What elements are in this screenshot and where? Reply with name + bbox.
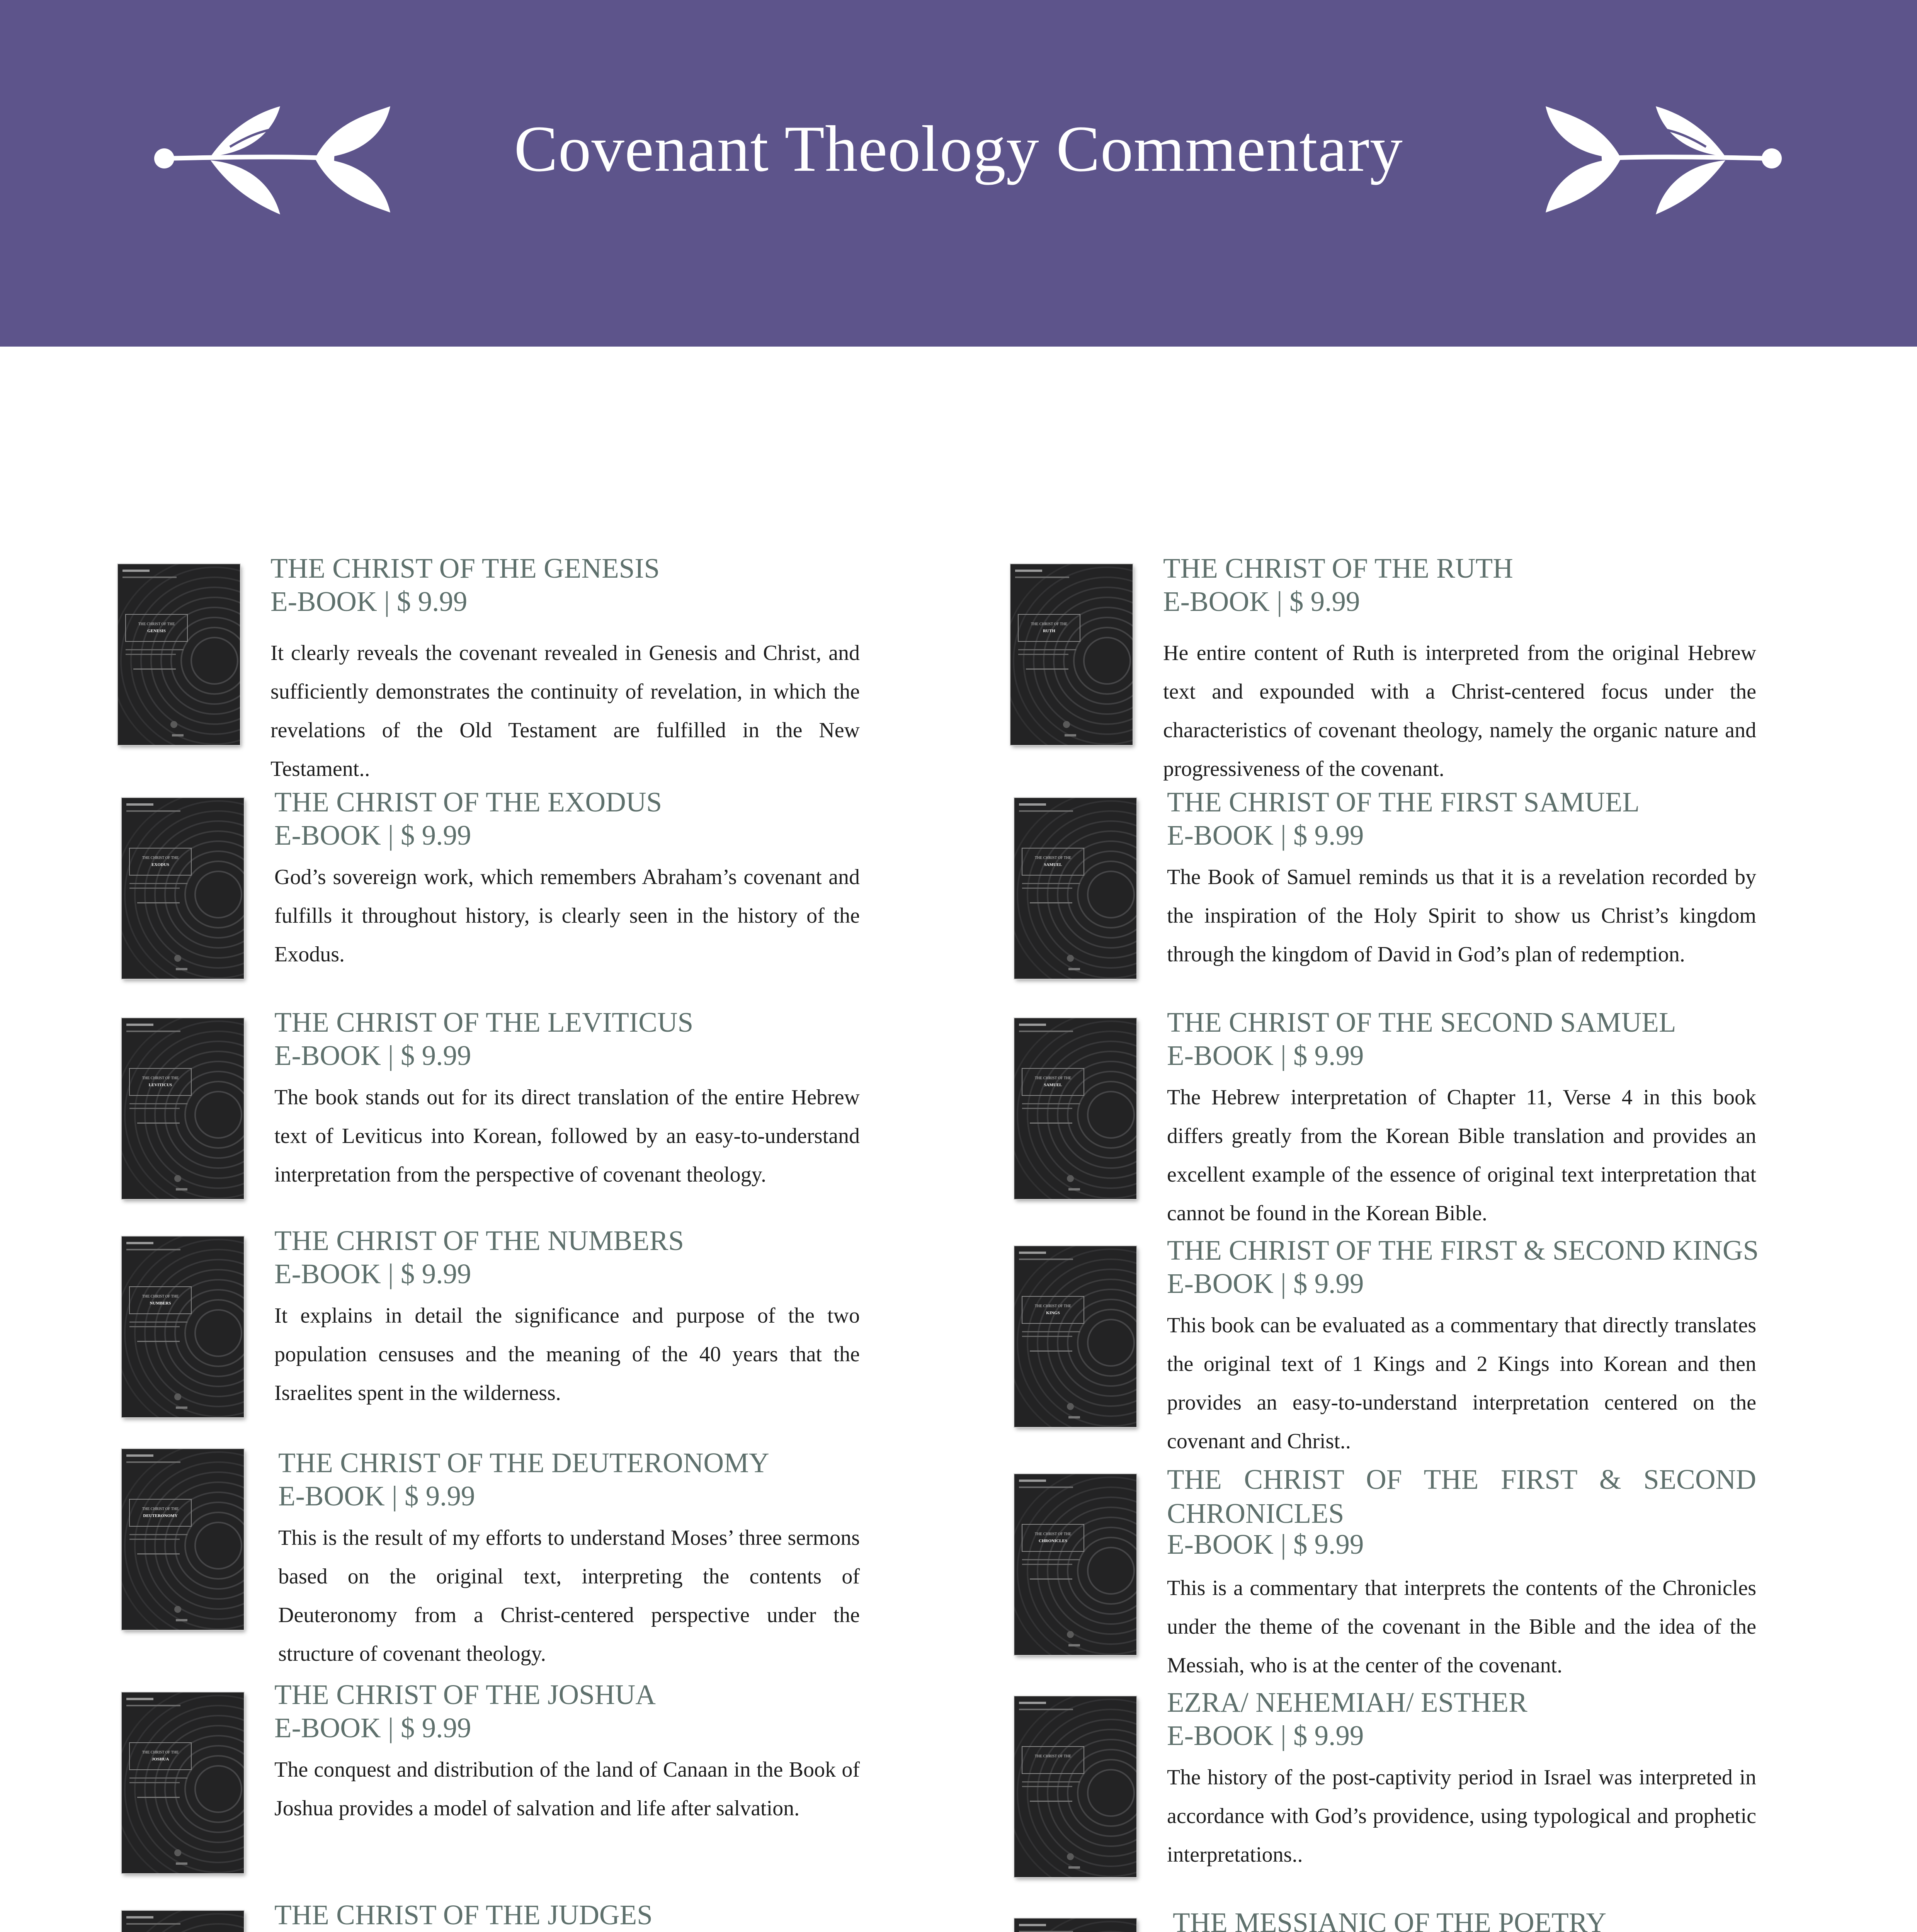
book-price: E-BOOK | $ 9.99 — [1163, 586, 1360, 617]
book-description: The conquest and distribution of the land of Canaan in the Book of Joshua provides a model of salvation and life after salvation. — [274, 1758, 860, 1820]
book-cover-image[interactable] — [122, 1911, 244, 1932]
book-title[interactable]: THE CHRIST OF THE NUMBERS — [274, 1225, 684, 1256]
svg-text:SAMUEL: SAMUEL — [1044, 1083, 1062, 1087]
book-cover-image[interactable] — [1014, 1018, 1136, 1199]
book-price: E-BOOK | $ 9.99 — [1167, 1720, 1364, 1751]
svg-text:THE CHRIST OF THE: THE CHRIST OF THE — [138, 622, 175, 626]
book-cover-image[interactable] — [1014, 1474, 1136, 1655]
book-description: This book can be evaluated as a commentary that directly translates the original text of 1 Kings and 2 Kings into Korean and then provides an easy-to-understand interpretation centered on the covenant and Christ.. — [1167, 1313, 1756, 1453]
book-description: He entire content of Ruth is interpreted from the original Hebrew text and expounded with a Christ-centered focus under the characteristics of covenant theology, namely the organic nature and progressiveness of the covenant. — [1163, 641, 1756, 781]
svg-text:EXODUS: EXODUS — [151, 862, 169, 867]
book-cover-image[interactable] — [122, 1236, 244, 1417]
book-description: The history of the post-captivity period in Israel was interpreted in accordance with God’s providence, using typological and prophetic interpretations.. — [1167, 1765, 1756, 1867]
book-title[interactable]: EZRA/ NEHEMIAH/ ESTHER — [1167, 1687, 1527, 1718]
svg-text:THE CHRIST OF THE: THE CHRIST OF THE — [142, 1294, 179, 1299]
book-title[interactable]: THE MESSIANIC OF THE POETRY — [1173, 1907, 1607, 1932]
book-description: It clearly reveals the covenant revealed in Genesis and Christ, and sufficiently demonstrates the continuity of revelation, in which the revelations of the Old Testament are fulfilled in the New Testament.. — [270, 641, 860, 781]
floral-sprig-icon — [1544, 99, 1783, 222]
book-cover-image[interactable] — [1014, 798, 1136, 979]
book-cover-image[interactable] — [1010, 564, 1133, 745]
book-description: This is the result of my efforts to understand Moses’ three sermons based on the original text, interpreting the contents of Deuteronomy from a Christ-centered perspective under the structure of covenant theology. — [278, 1526, 860, 1666]
book-title[interactable]: THE CHRIST OF THE GENESIS — [270, 553, 660, 584]
svg-text:THE CHRIST OF THE: THE CHRIST OF THE — [1034, 1754, 1072, 1759]
book-title[interactable]: THE CHRIST OF THE DEUTERONOMY — [278, 1447, 769, 1478]
book-price: E-BOOK | $ 9.99 — [1167, 820, 1364, 851]
svg-text:KINGS: KINGS — [1046, 1311, 1060, 1315]
book-title[interactable]: THE CHRIST OF THE SECOND SAMUEL — [1167, 1007, 1676, 1038]
book-price: E-BOOK | $ 9.99 — [270, 586, 468, 617]
svg-text:THE CHRIST OF THE: THE CHRIST OF THE — [1034, 1076, 1072, 1080]
book-description: God’s sovereign work, which remembers Abraham’s covenant and fulfills it throughout history, is clearly seen in the history of the Exodus. — [274, 865, 860, 966]
book-description: The Hebrew interpretation of Chapter 11, Verse 4 in this book differs greatly from the Korean Bible translation and provides an excellent example of the essence of original text interpretation that cannot be found in the Korean Bible. — [1167, 1085, 1756, 1225]
book-price: E-BOOK | $ 9.99 — [1167, 1529, 1364, 1560]
book-price: E-BOOK | $ 9.99 — [278, 1480, 475, 1512]
book-description: This is a commentary that interprets the contents of the Chronicles under the theme of the covenant in the Bible and the idea of the Messiah, who is at the center of the covenant. — [1167, 1576, 1756, 1677]
book-price: E-BOOK | $ 9.99 — [1167, 1040, 1364, 1071]
book-title[interactable]: THE CHRIST OF THE FIRST SAMUEL — [1167, 786, 1640, 818]
book-title[interactable]: THE CHRIST OF THE RUTH — [1163, 553, 1513, 584]
book-title[interactable]: THE CHRIST OF THE JUDGES — [274, 1899, 653, 1930]
svg-text:THE CHRIST OF THE: THE CHRIST OF THE — [1034, 1532, 1072, 1536]
book-price: E-BOOK | $ 9.99 — [274, 1712, 471, 1743]
book-cover-image[interactable] — [122, 798, 244, 979]
svg-text:THE CHRIST OF THE: THE CHRIST OF THE — [142, 1750, 179, 1755]
svg-text:CHRONICLES: CHRONICLES — [1039, 1539, 1067, 1543]
book-title[interactable]: THE CHRIST OF THE FIRST & SECOND CHRONICLES — [1167, 1464, 1756, 1529]
book-description: The book stands out for its direct translation of the entire Hebrew text of Leviticus into Korean, followed by an easy-to-understand interpretation from the perspective of covenant theology. — [274, 1085, 860, 1187]
svg-text:GENESIS: GENESIS — [147, 629, 166, 633]
book-price: E-BOOK | $ 9.99 — [274, 1040, 471, 1071]
svg-text:THE CHRIST OF THE: THE CHRIST OF THE — [1034, 1304, 1072, 1308]
book-cover-image[interactable] — [1014, 1918, 1136, 1932]
book-cover-image[interactable] — [118, 564, 240, 745]
svg-text:THE CHRIST OF THE: THE CHRIST OF THE — [142, 1507, 179, 1511]
book-title[interactable]: THE CHRIST OF THE JOSHUA — [274, 1679, 656, 1710]
book-cover-image[interactable] — [122, 1449, 244, 1630]
svg-text:THE CHRIST OF THE: THE CHRIST OF THE — [142, 856, 179, 860]
book-price: E-BOOK | $ 9.99 — [1167, 1268, 1364, 1299]
svg-text:NUMBERS: NUMBERS — [150, 1301, 171, 1306]
svg-text:LEVITICUS: LEVITICUS — [148, 1083, 172, 1087]
svg-text:JOSHUA: JOSHUA — [151, 1757, 169, 1762]
book-cover-image[interactable] — [122, 1692, 244, 1873]
book-cover-image[interactable] — [122, 1018, 244, 1199]
svg-text:THE CHRIST OF THE: THE CHRIST OF THE — [1034, 856, 1072, 860]
svg-text:RUTH: RUTH — [1043, 629, 1055, 633]
svg-text:THE CHRIST OF THE: THE CHRIST OF THE — [1031, 622, 1068, 626]
svg-text:THE CHRIST OF THE: THE CHRIST OF THE — [142, 1076, 179, 1080]
book-cover-image[interactable] — [1014, 1696, 1136, 1877]
header-banner — [0, 0, 1917, 347]
book-price: E-BOOK | $ 9.99 — [274, 1258, 471, 1289]
page-title: Covenant Theology Commentary — [514, 112, 1403, 185]
svg-text:SAMUEL: SAMUEL — [1044, 862, 1062, 867]
svg-text:DEUTERONOMY: DEUTERONOMY — [143, 1514, 178, 1518]
book-title[interactable]: THE CHRIST OF THE LEVITICUS — [274, 1007, 694, 1038]
book-price: E-BOOK | $ 9.99 — [274, 820, 471, 851]
book-title[interactable]: THE CHRIST OF THE EXODUS — [274, 786, 662, 818]
book-description: It explains in detail the significance and purpose of the two population censuses and the meaning of the 40 years that the Israelites spent in the wilderness. — [274, 1304, 860, 1405]
book-cover-image[interactable] — [1014, 1246, 1136, 1427]
book-description: The Book of Samuel reminds us that it is a revelation recorded by the inspiration of the Holy Spirit to show us Christ’s kingdom through the kingdom of David in God’s plan of redemption. — [1167, 865, 1756, 966]
book-title[interactable]: THE CHRIST OF THE FIRST & SECOND KINGS — [1167, 1235, 1759, 1266]
